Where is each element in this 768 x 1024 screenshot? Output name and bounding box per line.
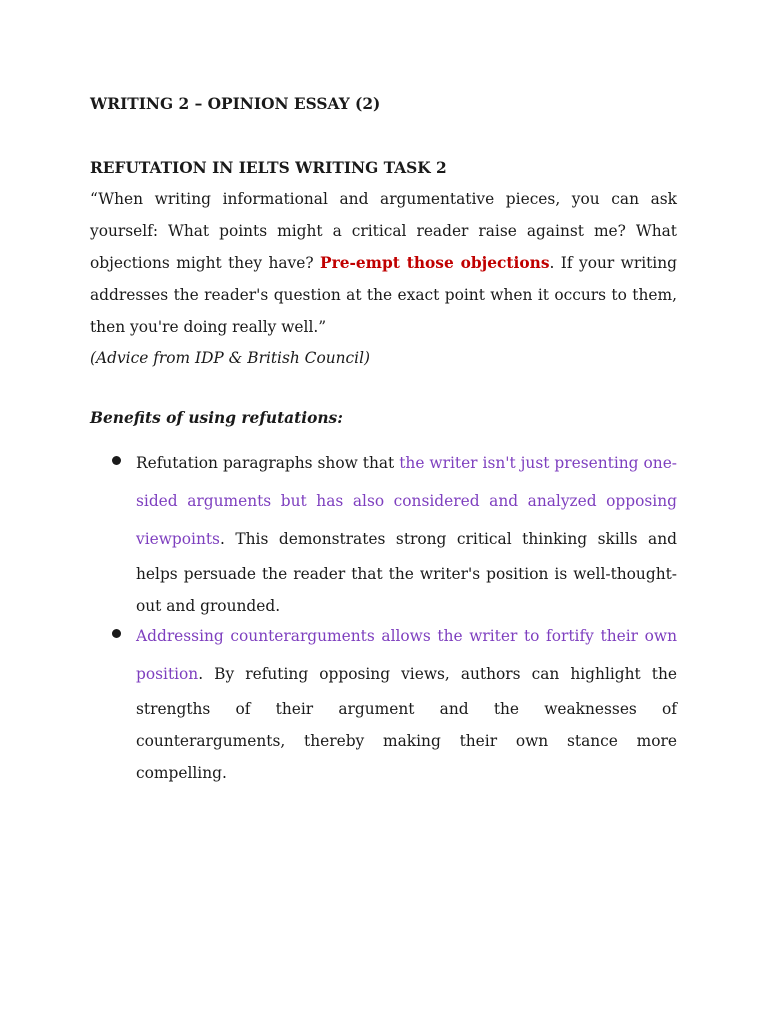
bullet-icon	[112, 456, 121, 465]
bullet-highlight: the writer isn't just presenting one-sided arguments but has also considered and analyzed opposing viewpoints	[136, 454, 677, 548]
bullet-icon	[112, 629, 121, 638]
quote-text-start: “When writing informational and argumentative pieces, you can ask yourself: What points might a critical reader raise against me? What objections might they have?	[90, 190, 677, 272]
list-item	[90, 617, 677, 789]
document-title: WRITING 2 – OPINION ESSAY (2)	[90, 95, 381, 113]
bullet-highlight: Addressing counterarguments allows the writer to fortify their own position	[136, 627, 677, 683]
section-heading: REFUTATION IN IELTS WRITING TASK 2	[90, 159, 447, 177]
benefits-list	[90, 444, 677, 789]
benefits-heading: Benefits of using refutations:	[90, 409, 343, 427]
quote-text-end: . If your writing addresses the reader's question at the exact point when it occurs to them, then you're doing really well.”	[90, 254, 677, 336]
bullet-rest: . By refuting opposing views, authors can highlight the strengths of their argument and the weaknesses of counterarguments, thereby making their own stance more compelling.	[136, 665, 677, 782]
list-item	[90, 444, 677, 617]
quote-highlight: Pre-empt those objections	[320, 254, 550, 272]
bullet-text	[136, 444, 677, 622]
bullet-lead: Refutation paragraphs show that	[136, 454, 400, 472]
bullet-text	[136, 617, 677, 789]
quote-source: (Advice from IDP & British Council)	[90, 349, 371, 367]
advice-quote	[90, 183, 677, 343]
bullet-rest: . This demonstrates strong critical thinking skills and helps persuade the reader that the writer's position is well-thought-out and grounded.	[136, 530, 677, 615]
